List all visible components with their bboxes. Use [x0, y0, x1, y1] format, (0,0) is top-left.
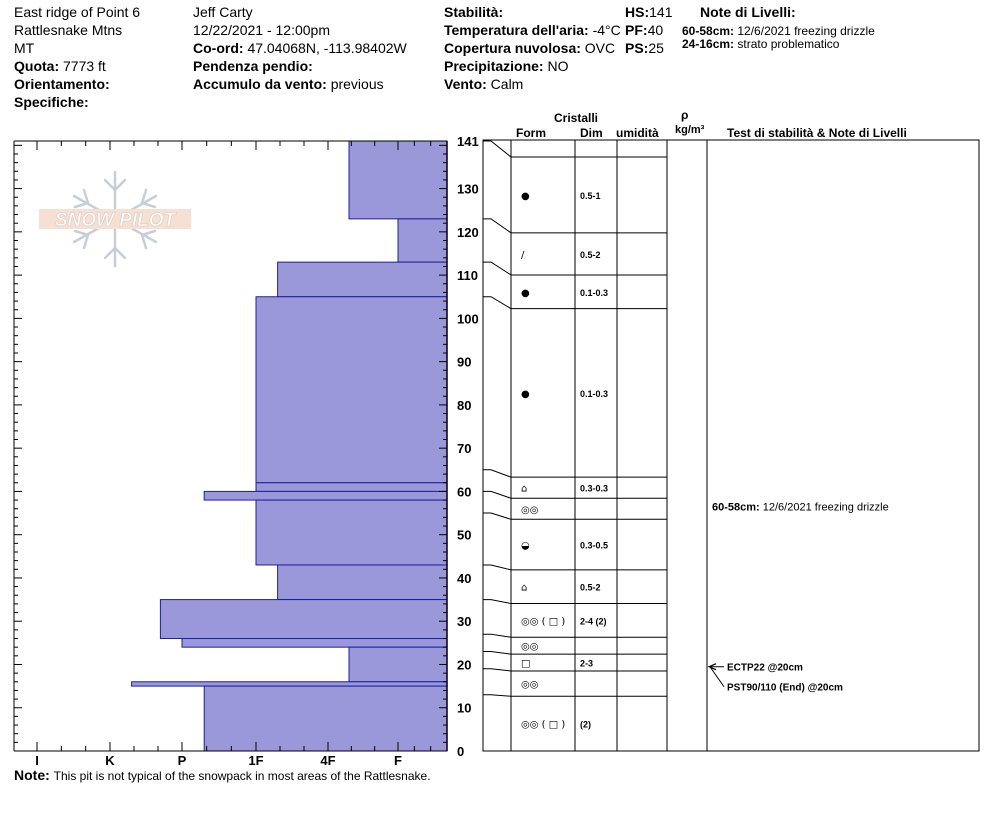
crystal-form: ◎◎ ( □ ) [521, 616, 566, 628]
crystal-form: ● [521, 388, 530, 400]
hardness-bar [204, 491, 447, 500]
crystal-form: ● [521, 287, 530, 299]
depth-tick-label: 40 [457, 570, 472, 586]
hardness-bar [278, 262, 447, 297]
crystal-form: ◎◎ ( □ ) [521, 719, 566, 731]
depth-tick-label: 30 [457, 614, 472, 630]
crystal-size: 0.5-2 [580, 249, 601, 260]
depth-tick-label: 0 [457, 744, 465, 759]
density-unit-header: kg/m³ [675, 124, 705, 136]
layer-connector [483, 600, 511, 604]
crystal-size: 0.1-0.3 [580, 388, 609, 399]
state: MT [14, 40, 35, 56]
pf-label: PF: [625, 22, 648, 38]
crystal-size: 2-3 [580, 658, 594, 669]
depth-tick-label: 70 [457, 441, 472, 457]
stability-test: PST90/110 (End) @20cm [727, 682, 843, 694]
crystal-form: ● [521, 190, 530, 202]
crystal-form: ◒ [521, 540, 530, 552]
depth-tick-label: 90 [457, 354, 472, 370]
ps-value: 25 [648, 40, 664, 56]
form-header: Form [516, 126, 546, 140]
crystal-form: ◎◎ [521, 641, 539, 653]
hardness-tick-label: F [394, 753, 402, 768]
layer-note-1-text: 12/6/2021 freezing drizzle [737, 24, 875, 38]
coord-value: 47.04068N, -113.98402W [247, 40, 407, 56]
footer-note-text: This pit is not typical of the snowpack in most areas of the Rattlesnake. [53, 769, 431, 783]
crystal-form: ⌂ [521, 483, 528, 495]
rho-header: ρ [681, 108, 689, 122]
hardness-tick-label: I [35, 753, 39, 768]
crystal-size: 0.3-0.3 [580, 483, 609, 494]
depth-tick-label: 110 [457, 268, 478, 284]
hardness-bar [256, 500, 447, 565]
layer-connector [483, 669, 511, 671]
depth-tick-label: 141 [457, 134, 479, 149]
layer-connector [483, 651, 511, 654]
hs-value: 141 [649, 4, 673, 20]
crystal-size: 0.5-2 [580, 582, 601, 593]
crystal-size: (2) [580, 719, 591, 730]
stability-label: Stabilità: [444, 4, 504, 20]
hardness-bars [132, 141, 447, 751]
layer-connector [483, 695, 511, 696]
hardness-tick-label: P [177, 753, 187, 768]
depth-tick-label: 100 [457, 311, 479, 327]
hs-label: HS: [625, 4, 650, 20]
tests-header: Test di stabilità & Note di Livelli [727, 126, 907, 140]
size-header: Dim [580, 126, 603, 140]
hardness-bar [349, 647, 447, 682]
cloud-label: Copertura nuvolosa: [444, 40, 581, 56]
depth-layer-note: 60-58cm: 12/6/2021 freezing drizzle [712, 501, 889, 514]
wind-speed-label: Vento: [444, 76, 487, 92]
depth-tick-label: 10 [457, 700, 472, 716]
wind-loading-label: Accumulo da vento: [193, 76, 327, 92]
snowpilot-logo [39, 172, 191, 266]
hardness-bar [182, 639, 447, 648]
datetime: 12/22/2021 - 12:00pm [193, 22, 330, 38]
layer-connector [483, 513, 511, 519]
hardness-bar [398, 219, 447, 262]
precip-label: Precipitazione: [444, 58, 544, 74]
wind-speed-value: Calm [490, 76, 524, 92]
hardness-bar [349, 141, 447, 219]
crystal-form: □ [521, 658, 531, 670]
layer-connector [483, 470, 511, 477]
crystal-size: 0.3-0.5 [580, 540, 609, 551]
location: East ridge of Point 6 [14, 4, 141, 20]
crystal-table [483, 140, 979, 751]
layer-connector [483, 297, 511, 309]
depth-tick-label: 130 [457, 181, 479, 197]
footer-note [14, 767, 431, 783]
hardness-bar [160, 600, 447, 639]
hardness-bar [256, 483, 447, 492]
layer-note-2-text: strato problematico [737, 37, 840, 51]
precip-value: NO [547, 58, 569, 74]
layer-note-1-range: 60-58cm: [682, 24, 735, 38]
crystal-size: 2-4 (2) [580, 616, 607, 627]
table-frame [483, 140, 979, 751]
stability-test: ECTP22 @20cm [727, 662, 803, 674]
depth-tick-label: 120 [457, 224, 479, 240]
crystal-form: ◎◎ [521, 679, 539, 691]
moisture-header: umidità [616, 126, 659, 140]
layer-connector [483, 262, 511, 275]
hardness-bar [256, 297, 447, 483]
wind-loading-value: previous [330, 76, 384, 92]
hardness-tick-label: K [105, 753, 115, 768]
footer-note-label: Note: [14, 767, 50, 783]
elevation-label: Quota: [14, 58, 60, 74]
aspect-label: Orientamento: [14, 76, 110, 92]
layer-notes-title: Note di Livelli: [700, 4, 796, 20]
slope-label: Pendenza pendio: [193, 58, 313, 74]
layer-connector [483, 219, 511, 233]
hardness-bar [204, 686, 447, 751]
crystal-form: / [521, 249, 525, 261]
pf-value: 40 [647, 22, 664, 38]
stability-arrow [710, 667, 724, 687]
cloud-value: OVC [584, 40, 616, 56]
observer: Jeff Carty [193, 4, 253, 20]
crystal-size: 0.1-0.3 [580, 287, 609, 298]
hardness-tick-label: 4F [320, 753, 336, 768]
elevation-value: 7773 ft [63, 58, 106, 74]
air-temp-label: Temperatura dell'aria: [444, 22, 589, 38]
crystal-form: ⌂ [521, 582, 528, 594]
layer-connector [483, 141, 511, 157]
logo-text: SNOW PILOT [54, 210, 176, 231]
ps-label: PS: [625, 40, 649, 56]
air-temp-value: -4°C [592, 22, 621, 38]
layer-connector [483, 491, 511, 498]
layer-connector [483, 634, 511, 637]
crystal-form: ◎◎ [521, 504, 539, 516]
layer-connector [483, 565, 511, 570]
hardness-bar [278, 565, 447, 600]
specifics-label: Specifiche: [14, 94, 89, 110]
hardness-bar [132, 682, 447, 686]
layer-note-2-range: 24-16cm: [682, 37, 735, 51]
range-name: Rattlesnake Mtns [14, 22, 123, 38]
crystals-header: Cristalli [554, 111, 599, 125]
depth-tick-label: 80 [457, 397, 472, 413]
depth-tick-label: 50 [457, 527, 472, 543]
depth-tick-label: 20 [457, 657, 472, 673]
coord-label: Co-ord: [193, 40, 244, 56]
depth-tick-label: 60 [457, 484, 472, 500]
crystal-size: 0.5-1 [580, 190, 601, 201]
hardness-tick-label: 1F [248, 753, 264, 768]
